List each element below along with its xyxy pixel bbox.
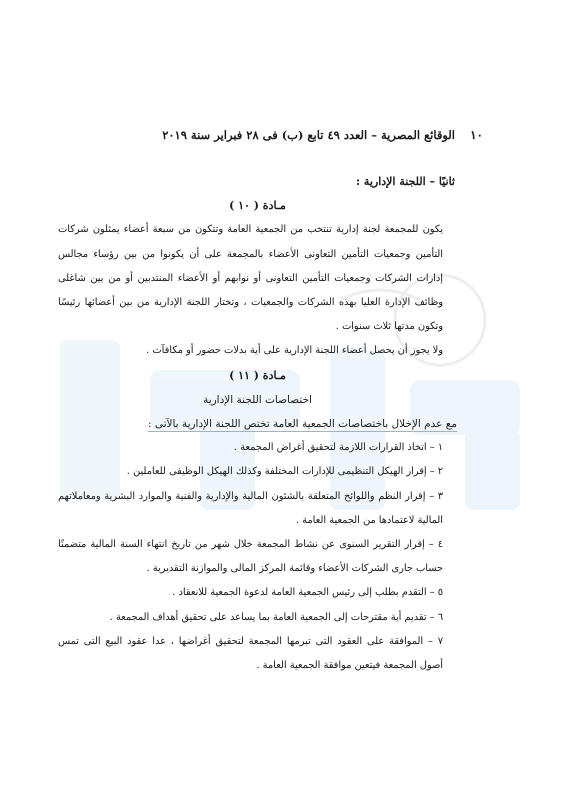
list-item-6: ٦ – تقديم أية مقترحات إلى الجمعية العامة بما يساعد على تحقيق أهداف المجمعة . [109,611,443,623]
article-10-title: مـادة ( ١٠ ) [229,199,286,213]
list-item-3: ٣ – إقرار النظم واللوائح المتعلقة بالشئون المالية والإدارية والفنية والموارد البشرية ومعاملاتهم المالية لاعتمادها من الجمعية العامة . [58,490,443,526]
list-item-5: ٥ – التقدم بطلب إلى رئيس الجمعية العامة لدعوة الجمعية للانعقاد . [172,587,443,599]
list-item-1: ١ – اتخاذ القرارات اللازمة لتحقيق أغراض المجمعة . [233,442,443,454]
article-11-intro: مع عدم الإخلال باختصاصات الجمعية العامة تختص اللجنة الإدارية بالآتى : [147,418,457,431]
gazette-title: الوقائع المصرية – العدد ٤٩ تابع (ب) فى ٢٨ فبراير سنة ٢٠١٩ [162,128,455,142]
list-item-2: ٢ – إقرار الهيكل التنظيمى للإدارات المختلفة وكذلك الهيكل الوظيفى للعاملين . [126,466,443,478]
article-11-subtitle: اختصاصات اللجنة الإدارية [203,393,312,406]
article-11-title: مـادة ( ١١ ) [229,368,286,382]
section-heading: ثانيًا – اللجنة الإدارية : [356,175,455,188]
page-header [148,128,483,142]
list-item-4: ٤ – إقرار التقرير السنوى عن نشاط المجمعة خلال شهر من تاريخ انتهاء السنة المالية متضمنًا حساب جارى الشركات الأعضاء وقائمة المركز المالى والموازنة التقديرية . [58,539,443,575]
article-10-paragraph: يكون للمجمعة لجنة إدارية تنتخب من الجمعية العامة وتتكون من سبعة أعضاء يمثلون شركات التأمين وجمعيات التأمين التعاونى الأعضاء بالمجمعة على أن يكونوا من بين رؤساء مجالس إدارات الشركات وجمعيات التأمين التعاونى أو نوابهم أو الأعضاء المنتدبين أو من بين شاغلى وظائف الإدارة العليا بهذه الشركات والجمعيات ، وتختار اللجنة الإدارية من بين أعضائها رئيسًا وتكون مدتها ثلاث سنوات . [58,224,443,333]
article-10-paragraph-2: ولا يجوز أن يحصل أعضاء اللجنة الإدارية على أية بدلات حضور أو مكافآت . [146,345,443,357]
document-body [58,170,457,678]
page-number: ١٠ [470,128,483,142]
list-item-7: ٧ – الموافقة على العقود التى تبرمها المجمعة لتحقيق أغراضها ، عدا عقود البيع التى تمس أصول المجمعة فيتعين موافقة الجمعية العامة . [58,635,443,672]
